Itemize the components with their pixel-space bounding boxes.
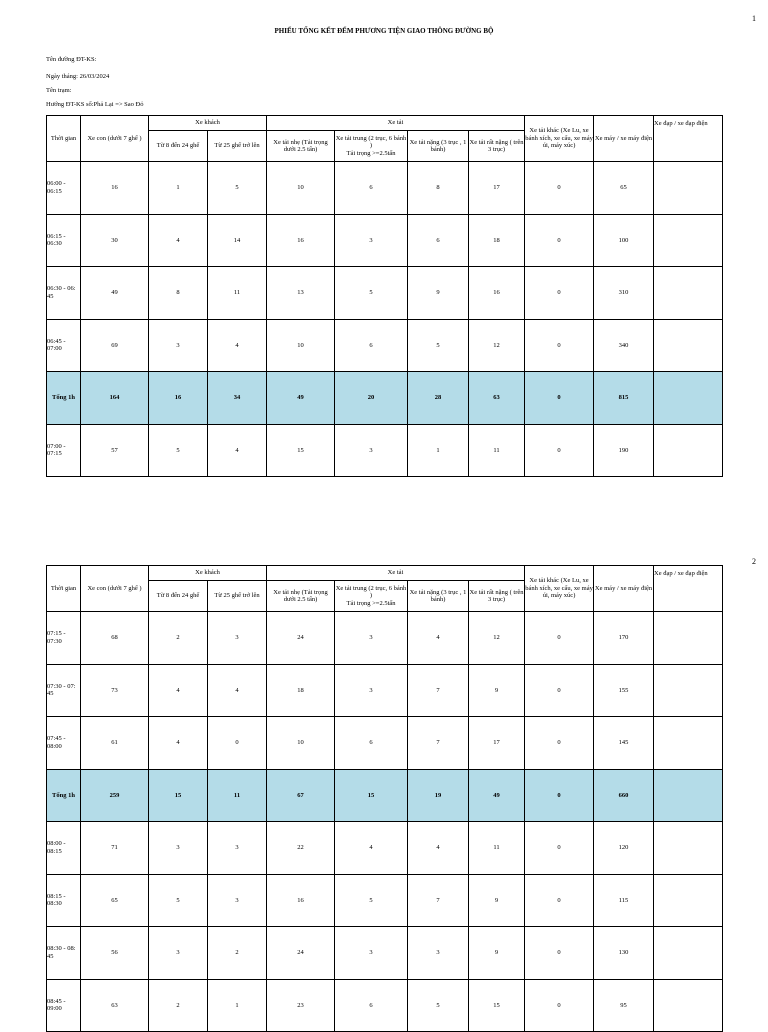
count-cell: 6 <box>408 214 469 267</box>
count-cell: 73 <box>81 664 149 717</box>
count-cell: 95 <box>594 979 654 1032</box>
count-cell: 3 <box>208 822 267 875</box>
header-motorbike: Xe máy / xe máy điện <box>594 116 654 162</box>
count-cell: 6 <box>335 162 408 215</box>
count-cell: 3 <box>149 927 208 980</box>
time-cell: 07:45 - 08:00 <box>47 717 81 770</box>
count-cell: 6 <box>335 979 408 1032</box>
count-cell: 34 <box>208 372 267 425</box>
count-cell: 16 <box>267 214 335 267</box>
count-cell: 5 <box>335 874 408 927</box>
header-bus-large: Từ 25 ghế trở lên <box>208 131 267 162</box>
count-cell: 10 <box>267 162 335 215</box>
table-row <box>47 267 723 320</box>
count-cell: 8 <box>408 162 469 215</box>
count-cell: 4 <box>335 822 408 875</box>
count-cell: 4 <box>208 664 267 717</box>
count-cell: 5 <box>408 979 469 1032</box>
table-row <box>47 162 723 215</box>
count-cell: 0 <box>525 979 594 1032</box>
count-cell: 3 <box>408 927 469 980</box>
table-row <box>47 927 723 980</box>
count-cell: 68 <box>81 612 149 665</box>
time-cell: 06:45 - 07:00 <box>47 319 81 372</box>
truck-medium-line-2: Tải trọng >=2.5tấn <box>346 599 396 607</box>
count-cell: 9 <box>469 874 525 927</box>
direction-field: Hướng ĐT-KS số:Phả Lại => Sao Đỏ <box>46 101 144 108</box>
truck-medium-line-1: Xe tải trung (2 trục, 6 bánh ) <box>335 584 407 600</box>
total-label-cell: Tổng 1h <box>47 372 81 425</box>
count-cell: 22 <box>267 822 335 875</box>
count-cell: 4 <box>149 664 208 717</box>
count-cell: 7 <box>408 717 469 770</box>
count-cell: 10 <box>267 319 335 372</box>
count-cell: 6 <box>335 717 408 770</box>
table-row <box>47 717 723 770</box>
count-cell <box>654 162 723 215</box>
count-cell: 3 <box>149 822 208 875</box>
count-cell: 2 <box>208 927 267 980</box>
time-cell: 08:30 - 08: 45 <box>47 927 81 980</box>
count-cell: 130 <box>594 927 654 980</box>
time-cell: 06:00 - 06:15 <box>47 162 81 215</box>
count-cell <box>654 319 723 372</box>
count-cell: 4 <box>408 612 469 665</box>
count-cell: 100 <box>594 214 654 267</box>
count-cell: 71 <box>81 822 149 875</box>
count-cell: 8 <box>149 267 208 320</box>
header-truck-heavy: Xe tải nặng (3 trục , 1 bánh) <box>408 581 469 612</box>
count-cell <box>654 717 723 770</box>
count-cell: 340 <box>594 319 654 372</box>
count-cell: 1 <box>208 979 267 1032</box>
time-cell: 06:15 - 06:30 <box>47 214 81 267</box>
count-cell: 49 <box>81 267 149 320</box>
count-cell: 9 <box>408 267 469 320</box>
count-cell: 0 <box>208 717 267 770</box>
count-cell <box>654 372 723 425</box>
count-cell <box>654 214 723 267</box>
count-cell: 190 <box>594 424 654 477</box>
count-cell: 15 <box>267 424 335 477</box>
header-truck-very-heavy: Xe tải rất nặng ( trên 3 trục) <box>469 581 525 612</box>
count-cell: 15 <box>149 769 208 822</box>
count-cell: 5 <box>335 267 408 320</box>
count-cell: 49 <box>469 769 525 822</box>
header-bicycle: Xe đạp / xe đạp điện <box>654 116 723 162</box>
count-cell: 5 <box>208 162 267 215</box>
road-name-field: Tên đường ĐT-KS: <box>46 56 97 63</box>
count-cell: 18 <box>267 664 335 717</box>
count-cell: 155 <box>594 664 654 717</box>
count-cell: 30 <box>81 214 149 267</box>
count-cell: 28 <box>408 372 469 425</box>
count-cell: 3 <box>335 612 408 665</box>
count-cell: 9 <box>469 927 525 980</box>
count-cell: 4 <box>208 319 267 372</box>
document-title: PHIẾU TỔNG KẾT ĐẾM PHƯƠNG TIỆN GIAO THÔNG ĐƯỜNG BỘ <box>274 27 494 35</box>
count-cell: 259 <box>81 769 149 822</box>
count-cell: 9 <box>469 664 525 717</box>
header-car: Xe con (dưới 7 ghế ) <box>81 116 149 162</box>
count-cell: 11 <box>208 769 267 822</box>
header-bus-small: Từ 8 đến 24 ghế <box>149 581 208 612</box>
count-cell: 5 <box>149 874 208 927</box>
count-cell: 24 <box>267 612 335 665</box>
total-row <box>47 372 723 425</box>
count-cell: 17 <box>469 162 525 215</box>
count-cell: 49 <box>267 372 335 425</box>
count-cell: 145 <box>594 717 654 770</box>
count-cell: 11 <box>469 424 525 477</box>
count-cell: 4 <box>149 214 208 267</box>
total-row <box>47 769 723 822</box>
time-cell: 07:30 - 07: 45 <box>47 664 81 717</box>
count-cell: 4 <box>208 424 267 477</box>
count-cell: 11 <box>469 822 525 875</box>
count-cell <box>654 822 723 875</box>
count-cell: 0 <box>525 214 594 267</box>
count-cell: 3 <box>208 874 267 927</box>
count-cell: 0 <box>525 162 594 215</box>
count-cell: 0 <box>525 319 594 372</box>
count-cell: 120 <box>594 822 654 875</box>
count-cell: 65 <box>594 162 654 215</box>
header-other-trucks: Xe tải khác (Xe Lu, xe bánh xích, xe cẩu, xe máy úi, máy xúc) <box>525 566 594 612</box>
count-cell: 1 <box>408 424 469 477</box>
count-cell: 7 <box>408 664 469 717</box>
count-cell: 3 <box>335 927 408 980</box>
count-cell: 17 <box>469 717 525 770</box>
count-cell: 3 <box>335 424 408 477</box>
page-number: 2 <box>752 557 756 566</box>
count-cell: 5 <box>408 319 469 372</box>
table-row <box>47 424 723 477</box>
count-cell: 4 <box>149 717 208 770</box>
header-truck-group: Xe tải <box>267 116 525 131</box>
header-truck-very-heavy: Xe tải rất nặng ( trên 3 trục) <box>469 131 525 162</box>
header-motorbike: Xe máy / xe máy điện <box>594 566 654 612</box>
count-cell: 10 <box>267 717 335 770</box>
count-cell: 3 <box>335 214 408 267</box>
traffic-count-table-page-1 <box>46 115 723 477</box>
count-cell: 2 <box>149 979 208 1032</box>
count-cell: 16 <box>81 162 149 215</box>
count-cell: 170 <box>594 612 654 665</box>
count-cell: 56 <box>81 927 149 980</box>
count-cell: 0 <box>525 927 594 980</box>
page-2 <box>0 540 768 1024</box>
header-truck-light: Xe tải nhẹ (Tải trọng dưới 2.5 tấn) <box>267 581 335 612</box>
count-cell <box>654 769 723 822</box>
count-cell: 15 <box>469 979 525 1032</box>
header-bus-large: Từ 25 ghế trở lên <box>208 581 267 612</box>
count-cell: 6 <box>335 319 408 372</box>
count-cell: 7 <box>408 874 469 927</box>
count-cell: 0 <box>525 664 594 717</box>
count-cell: 16 <box>149 372 208 425</box>
count-cell: 0 <box>525 267 594 320</box>
header-bus-group: Xe khách <box>149 566 267 581</box>
count-cell: 0 <box>525 769 594 822</box>
count-cell: 63 <box>469 372 525 425</box>
table-row <box>47 664 723 717</box>
table-row <box>47 214 723 267</box>
count-cell <box>654 612 723 665</box>
count-cell: 11 <box>208 267 267 320</box>
count-cell: 14 <box>208 214 267 267</box>
count-cell: 2 <box>149 612 208 665</box>
count-cell: 0 <box>525 372 594 425</box>
count-cell: 164 <box>81 372 149 425</box>
count-cell: 61 <box>81 717 149 770</box>
count-cell: 3 <box>335 664 408 717</box>
count-cell: 16 <box>469 267 525 320</box>
table-row <box>47 319 723 372</box>
count-cell: 660 <box>594 769 654 822</box>
time-cell: 07:00 - 07:15 <box>47 424 81 477</box>
truck-medium-line-2: Tải trọng >=2.5tấn <box>346 149 396 157</box>
count-cell: 16 <box>267 874 335 927</box>
page-number: 1 <box>752 14 756 23</box>
header-time: Thời gian <box>47 116 81 162</box>
time-cell: 06:30 - 06: 45 <box>47 267 81 320</box>
station-field: Tên trạm: <box>46 87 72 94</box>
time-cell: 07:15 - 07:30 <box>47 612 81 665</box>
header-truck-light: Xe tải nhẹ (Tải trọng dưới 2.5 tấn) <box>267 131 335 162</box>
count-cell: 1 <box>149 162 208 215</box>
count-cell: 0 <box>525 874 594 927</box>
count-cell: 57 <box>81 424 149 477</box>
header-truck-medium <box>335 131 408 162</box>
header-bus-group: Xe khách <box>149 116 267 131</box>
count-cell: 69 <box>81 319 149 372</box>
count-cell: 20 <box>335 372 408 425</box>
count-cell: 3 <box>149 319 208 372</box>
count-cell: 24 <box>267 927 335 980</box>
time-cell: 08:45 - 09:00 <box>47 979 81 1032</box>
header-truck-heavy: Xe tải nặng (3 trục , 1 bánh) <box>408 131 469 162</box>
count-cell: 0 <box>525 424 594 477</box>
count-cell: 815 <box>594 372 654 425</box>
header-truck-medium <box>335 581 408 612</box>
count-cell: 63 <box>81 979 149 1032</box>
header-other-trucks: Xe tải khác (Xe Lu, xe bánh xích, xe cẩu, xe máy úi, máy xúc) <box>525 116 594 162</box>
count-cell: 18 <box>469 214 525 267</box>
table-row <box>47 612 723 665</box>
count-cell <box>654 267 723 320</box>
count-cell <box>654 424 723 477</box>
count-cell: 3 <box>208 612 267 665</box>
table-row <box>47 822 723 875</box>
count-cell: 15 <box>335 769 408 822</box>
count-cell: 67 <box>267 769 335 822</box>
count-cell: 65 <box>81 874 149 927</box>
time-cell: 08:00 - 08:15 <box>47 822 81 875</box>
count-cell: 5 <box>149 424 208 477</box>
total-label-cell: Tổng 1h <box>47 769 81 822</box>
count-cell: 0 <box>525 612 594 665</box>
count-cell <box>654 927 723 980</box>
date-field: Ngày tháng: 26/03/2024 <box>46 73 110 80</box>
count-cell: 12 <box>469 319 525 372</box>
count-cell: 13 <box>267 267 335 320</box>
count-cell: 23 <box>267 979 335 1032</box>
header-truck-group: Xe tải <box>267 566 525 581</box>
count-cell <box>654 664 723 717</box>
count-cell: 19 <box>408 769 469 822</box>
header-car: Xe con (dưới 7 ghế ) <box>81 566 149 612</box>
count-cell <box>654 874 723 927</box>
count-cell: 12 <box>469 612 525 665</box>
count-cell: 310 <box>594 267 654 320</box>
header-time: Thời gian <box>47 566 81 612</box>
truck-medium-line-1: Xe tải trung (2 trục, 6 bánh ) <box>335 134 407 150</box>
traffic-count-table-page-2 <box>46 565 723 1032</box>
count-cell: 0 <box>525 822 594 875</box>
header-bus-small: Từ 8 đến 24 ghế <box>149 131 208 162</box>
count-cell: 4 <box>408 822 469 875</box>
count-cell: 115 <box>594 874 654 927</box>
header-bicycle: Xe đạp / xe đạp điện <box>654 566 723 612</box>
time-cell: 08:15 - 08:30 <box>47 874 81 927</box>
count-cell: 0 <box>525 717 594 770</box>
table-row <box>47 874 723 927</box>
